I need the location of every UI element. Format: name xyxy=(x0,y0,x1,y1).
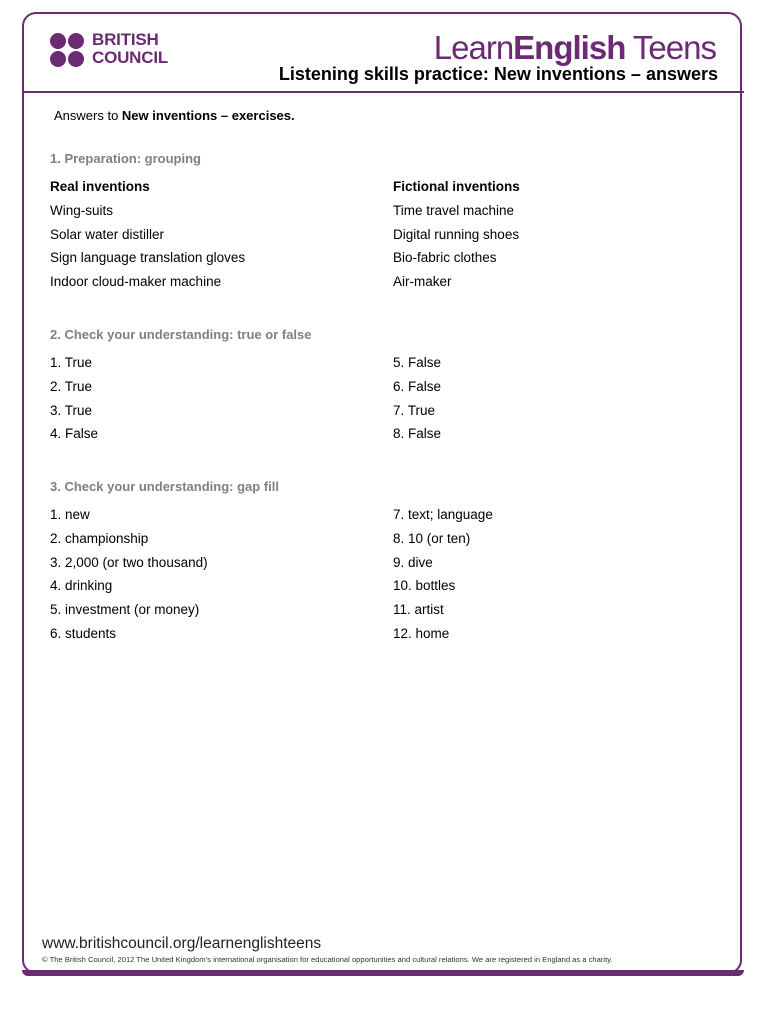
logo-dots-icon xyxy=(50,33,86,69)
page-title: Listening skills practice: New inventions – answers xyxy=(278,64,718,84)
list-item: Sign language translation gloves xyxy=(50,250,246,266)
list-item: 7. text; language xyxy=(393,507,493,522)
list-item: Air-maker xyxy=(393,274,452,290)
learnenglish-teens-brand: LearnEnglish Teens xyxy=(433,29,716,66)
list-item: 8. False xyxy=(393,426,442,442)
list-item: Wing-suits xyxy=(50,202,114,218)
gap-fill-answers-left xyxy=(50,506,208,649)
gap-fill-answers-right xyxy=(393,506,493,649)
list-item: Time travel machine xyxy=(393,202,515,218)
intro-text: Answers to New inventions – exercises. xyxy=(54,108,295,123)
footer-copyright: © The British Council, 2012 The United Kingdom’s international organisation for educational opportunities and cultural relations. We are registered in England as a charity. xyxy=(42,955,613,964)
list-item: 8. 10 (or ten) xyxy=(393,530,471,546)
footer-url: www.britishcouncil.org/learnenglishteens xyxy=(42,935,322,952)
list-item: 5. investment (or money) xyxy=(50,602,200,618)
footer-bar xyxy=(22,970,744,976)
list-item: Bio-fabric clothes xyxy=(393,250,497,266)
section-heading-true-false: 2. Check your understanding: true or false xyxy=(50,327,312,342)
true-false-answers-right xyxy=(393,354,441,449)
list-item: 6. False xyxy=(393,378,442,394)
true-false-answers-left xyxy=(50,354,98,449)
list-item: 6. students xyxy=(50,625,117,641)
list-item: 11. artist xyxy=(393,602,444,618)
fictional-inventions-list xyxy=(393,178,520,297)
column-header: Fictional inventions xyxy=(393,179,520,194)
real-inventions-list xyxy=(50,178,245,297)
list-item: 1. new xyxy=(50,507,90,522)
section-heading-grouping: 1. Preparation: grouping xyxy=(50,151,201,166)
british-council-logo xyxy=(50,30,180,69)
column-header: Real inventions xyxy=(50,179,150,194)
list-item: 3. 2,000 (or two thousand) xyxy=(50,554,208,570)
list-item: Digital running shoes xyxy=(393,226,520,242)
list-item: 7. True xyxy=(393,402,436,418)
list-item: 5. False xyxy=(393,355,442,370)
list-item: 10. bottles xyxy=(393,578,456,594)
list-item: 4. drinking xyxy=(50,578,113,594)
list-item: 3. True xyxy=(50,402,93,418)
list-item: Indoor cloud-maker machine xyxy=(50,274,222,290)
list-item: Solar water distiller xyxy=(50,226,165,242)
list-item: 1. True xyxy=(50,355,93,370)
list-item: 12. home xyxy=(393,625,450,641)
list-item: 4. False xyxy=(50,426,99,442)
logo-text: BRITISH COUNCIL xyxy=(92,30,169,67)
list-item: 2. True xyxy=(50,378,93,394)
list-item: 2. championship xyxy=(50,530,149,546)
section-heading-gap-fill: 3. Check your understanding: gap fill xyxy=(50,479,279,494)
header-divider xyxy=(22,91,744,93)
list-item: 9. dive xyxy=(393,554,433,570)
